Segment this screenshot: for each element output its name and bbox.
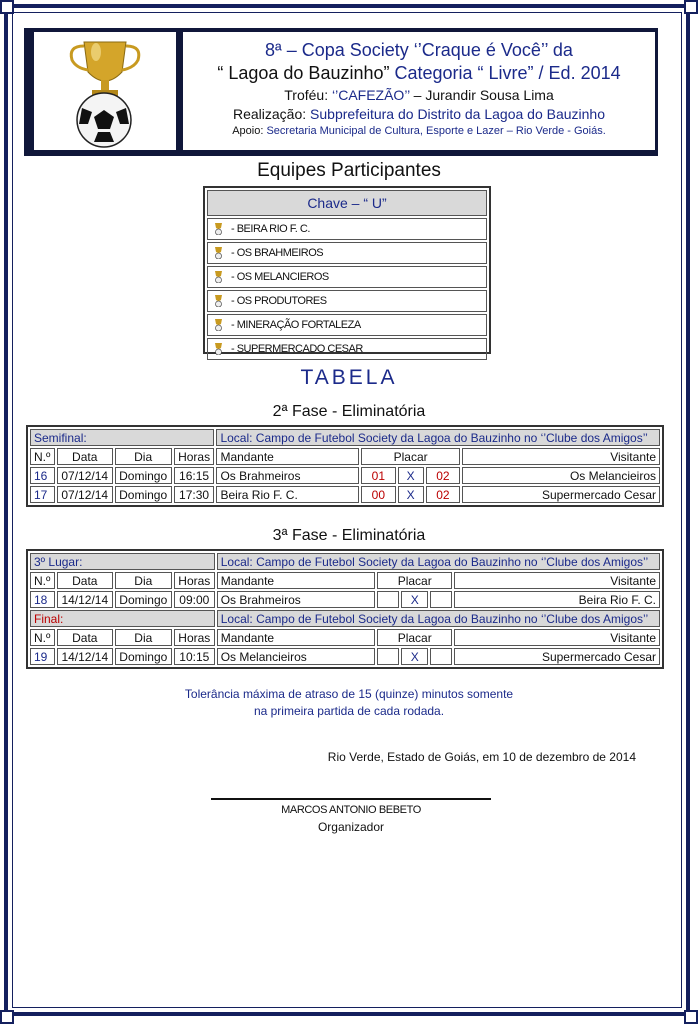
phase2-table bbox=[26, 425, 664, 507]
tolerance-note: Tolerância máxima de atraso de 15 (quinze) minutos somente na primeira partida de cada rodada. bbox=[184, 687, 514, 718]
header-title-line1: 8ª – Copa Society ‘’Craque é Você’’ da bbox=[265, 40, 573, 60]
section-label: Semifinal: bbox=[30, 429, 214, 446]
section-local: Local: Campo de Futebol Society da Lagoa do Bauzinho no ‘’Clube dos Amigos’’ bbox=[216, 429, 660, 446]
trophy-icon bbox=[214, 295, 223, 307]
team-item: - MINERAÇÃO FORTALEZA bbox=[207, 314, 487, 336]
corner-ornament bbox=[0, 1010, 14, 1024]
header-apoio: Apoio: Secretaria Municipal de Cultura, Esporte e Lazer – Rio Verde - Goiás. bbox=[232, 125, 606, 137]
corner-ornament bbox=[0, 0, 14, 14]
header-title-line2: “ Lagoa do Bauzinho” Categoria “ Livre” / Ed. 2014 bbox=[217, 63, 621, 83]
corner-ornament bbox=[684, 0, 698, 14]
group-title: Chave – “ U” bbox=[207, 190, 487, 216]
trophy-icon bbox=[214, 223, 223, 235]
team-item: - SUPERMERCADO CESAR bbox=[207, 338, 487, 360]
team-item: - OS PRODUTORES bbox=[207, 290, 487, 312]
section-label: 3º Lugar: bbox=[30, 553, 215, 570]
table-row: 19 14/12/14 Domingo 10:15 Os Melancieiros X Supermercado Cesar bbox=[30, 648, 660, 665]
header-titles bbox=[183, 32, 655, 150]
phase3-title: 3ª Fase - Eliminatória bbox=[272, 527, 426, 544]
signature-role: Organizador bbox=[317, 820, 385, 834]
team-item: - BEIRA RIO F. C. bbox=[207, 218, 487, 240]
signature-name: MARCOS ANTONIO BEBETO bbox=[281, 804, 421, 816]
trophy-icon bbox=[214, 343, 223, 355]
section-local: Local: Campo de Futebol Society da Lagoa do Bauzinho no ‘’Clube dos Amigos’’ bbox=[217, 553, 660, 570]
table-header-row: N.º Data Dia Horas Mandante Placar Visitante bbox=[30, 448, 660, 465]
header-realizacao: Realização: Subprefeitura do Distrito da Lagoa do Bauzinho bbox=[232, 106, 606, 122]
tabela-title: TABELA bbox=[300, 366, 398, 389]
table-header-row: N.º Data Dia Horas Mandante Placar Visitante bbox=[30, 629, 660, 646]
teams-title: Equipes Participantes bbox=[257, 160, 441, 181]
header-trophy: Troféu: ‘’CAFEZÃO’’ – Jurandir Sousa Lima bbox=[284, 87, 554, 103]
table-row: 18 14/12/14 Domingo 09:00 Os Brahmeiros X Beira Rio F. C. bbox=[30, 591, 660, 608]
trophy-logo bbox=[34, 32, 176, 150]
corner-ornament bbox=[684, 1010, 698, 1024]
team-item: - OS MELANCIEROS bbox=[207, 266, 487, 288]
section-label: Final: bbox=[30, 610, 215, 627]
phase3-table bbox=[26, 549, 664, 669]
trophy-icon bbox=[214, 271, 223, 283]
table-row: 16 07/12/14 Domingo 16:15 Os Brahmeiros 01 X 02 Os Melancieiros bbox=[30, 467, 660, 484]
trophy-icon bbox=[214, 247, 223, 259]
signature-line bbox=[211, 798, 491, 800]
group-box bbox=[203, 186, 491, 354]
trophy-icon bbox=[214, 319, 223, 331]
phase2-title: 2ª Fase - Eliminatória bbox=[272, 403, 426, 420]
trophy-ball-icon bbox=[34, 32, 176, 150]
team-item: - OS BRAHMEIROS bbox=[207, 242, 487, 264]
table-header-row: N.º Data Dia Horas Mandante Placar Visitante bbox=[30, 572, 660, 589]
place-date: Rio Verde, Estado de Goiás, em 10 de dezembro de 2014 bbox=[327, 750, 636, 764]
section-local: Local: Campo de Futebol Society da Lagoa do Bauzinho no ‘’Clube dos Amigos’’ bbox=[217, 610, 660, 627]
table-row: 17 07/12/14 Domingo 17:30 Beira Rio F. C. 00 X 02 Supermercado Cesar bbox=[30, 486, 660, 503]
